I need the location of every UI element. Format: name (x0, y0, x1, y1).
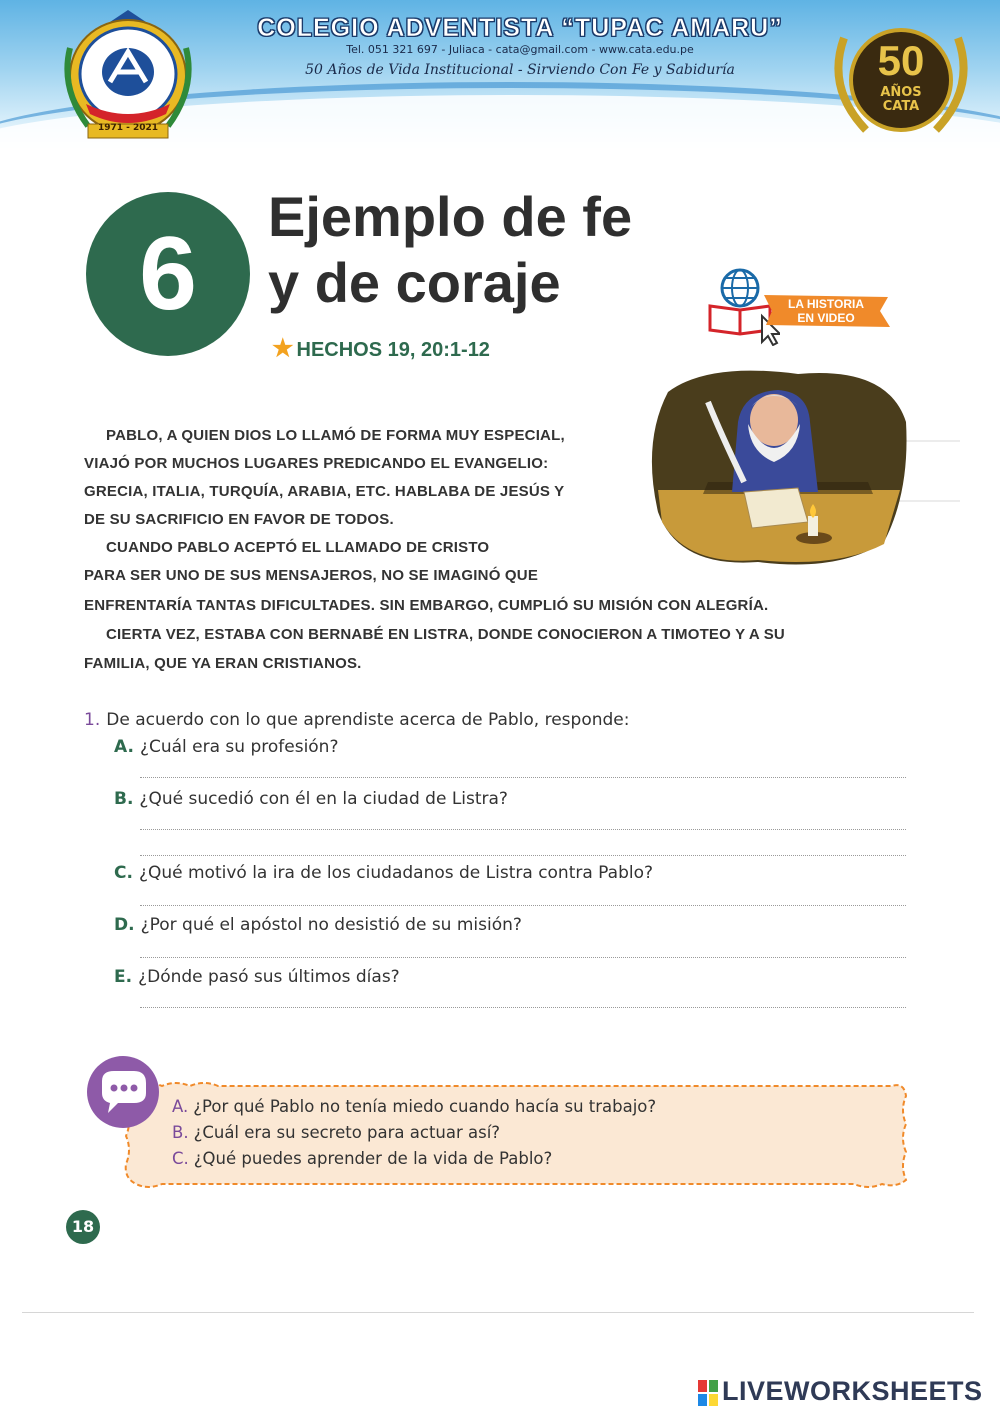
liveworksheets-logo-icon (698, 1378, 720, 1408)
story-line: VIAJÓ POR MUCHOS LUGARES PREDICANDO EL EVANGELIO: (84, 455, 549, 472)
story-line: DE SU SACRIFICIO EN FAVOR DE TODOS. (84, 511, 394, 528)
star-icon: ★ (272, 335, 294, 362)
story-line: ENFRENTARÍA TANTAS DIFICULTADES. SIN EMBARGO, CUMPLIÓ SU MISIÓN CON ALEGRÍA. (84, 597, 769, 614)
answer-line-b2[interactable] (140, 855, 906, 856)
question-a: A. ¿Cuál era su profesión? (114, 737, 339, 757)
lesson-title-line2: y de coraje (268, 251, 561, 314)
story-line: GRECIA, ITALIA, TURQUÍA, ARABIA, ETC. HABLABA DE JESÚS Y (84, 483, 565, 500)
bible-reference (272, 334, 490, 363)
school-name: COLEGIO ADVENTISTA “TUPAC AMARU” (257, 14, 783, 42)
answer-line-c[interactable] (140, 905, 906, 906)
story-line: CIERTA VEZ, ESTABA CON BERNABÉ EN LISTRA, DONDE CONOCIERON A TIMOTEO Y A SU (106, 626, 785, 643)
page-number: 18 (66, 1210, 100, 1244)
answer-line-e[interactable] (140, 1007, 906, 1008)
question-e: E. ¿Dónde pasó sus últimos días? (114, 967, 400, 987)
lesson-number: 6 (139, 216, 197, 332)
answer-line-b1[interactable] (140, 829, 906, 830)
anniversary-line2: CATA (882, 99, 920, 114)
discussion-question-b: B. ¿Cuál era su secreto para actuar así? (172, 1123, 501, 1142)
page-bottom-divider (22, 1312, 974, 1313)
story-line: CUANDO PABLO ACEPTÓ EL LLAMADO DE CRISTO (106, 539, 490, 556)
school-contact: Tel. 051 321 697 - Juliaca - cata@gmail.com - www.cata.edu.pe (346, 43, 694, 56)
chat-bubble-icon (86, 1055, 160, 1129)
answer-line-a[interactable] (140, 777, 906, 778)
lesson-title (268, 184, 632, 316)
question-c: C. ¿Qué motivó la ira de los ciudadanos de Listra contra Pablo? (114, 863, 654, 883)
discussion-question-a: A. ¿Por qué Pablo no tenía miedo cuando hacía su trabajo? (172, 1097, 657, 1116)
anniversary-number: 50 (877, 37, 925, 84)
school-header (0, 0, 1000, 152)
answer-line-d[interactable] (140, 957, 906, 958)
question-b: B. ¿Qué sucedió con él en la ciudad de Listra? (114, 789, 508, 809)
bible-reference-text: HECHOS 19, 20:1-12 (296, 339, 490, 361)
liveworksheets-brand[interactable]: LIVEWORKSHEETS (722, 1376, 983, 1406)
video-link-label[interactable]: LA HISTORIA EN VIDEO (787, 297, 864, 325)
question-d: D. ¿Por qué el apóstol no desistió de su misión? (114, 915, 522, 935)
exercise-prompt: 1. De acuerdo con lo que aprendiste acerca de Pablo, responde: (84, 710, 630, 730)
crest-years: 1971 - 2021 (97, 123, 159, 133)
story-line: PARA SER UNO DE SUS MENSAJEROS, NO SE IMAGINÓ QUE (84, 567, 539, 584)
story-line: FAMILIA, QUE YA ERAN CRISTIANOS. (84, 655, 362, 672)
anniversary-line1: AÑOS (880, 85, 922, 100)
paul-writing-illustration (648, 362, 910, 570)
lesson-title-line1: Ejemplo de fe (268, 185, 633, 248)
discussion-question-c: C. ¿Qué puedes aprender de la vida de Pablo? (172, 1149, 553, 1168)
school-motto: 50 Años de Vida Institucional - Sirviendo Con Fe y Sabiduría (305, 62, 735, 78)
school-crest-logo (58, 8, 198, 140)
story-line: PABLO, A QUIEN DIOS LO LLAMÓ DE FORMA MUY ESPECIAL, (106, 427, 565, 444)
